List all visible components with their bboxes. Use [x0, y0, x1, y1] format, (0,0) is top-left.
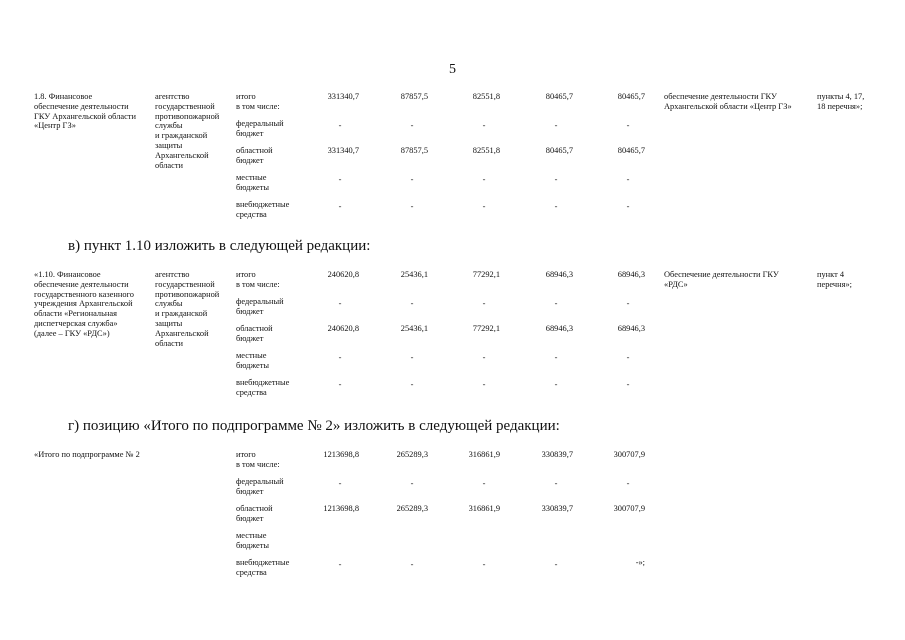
value-cell: 330839,7 [541, 450, 573, 459]
value-cell: - [626, 121, 630, 130]
value-cell: 265289,3 [396, 504, 428, 513]
value-cell: - [410, 560, 414, 569]
position-name: «Итого по подпрограмме № 2 [34, 450, 140, 459]
funding-source: федеральный бюджет [236, 119, 284, 138]
value-cell: 80465,7 [545, 92, 573, 101]
page-number: 5 [449, 62, 456, 77]
value-cell: - [554, 560, 558, 569]
value-cell: - [554, 353, 558, 362]
value-cell: - [338, 175, 342, 184]
value-cell: 68946,3 [545, 270, 573, 279]
value-cell: - [626, 380, 630, 389]
value-cell: - [338, 121, 342, 130]
value-cell: -»; [635, 558, 645, 567]
value-cell: - [338, 479, 342, 488]
expected-result: Обеспечение деятельности ГКУ «РДС» [664, 270, 779, 289]
value-cell: - [410, 202, 414, 211]
funding-source: местные бюджеты [236, 173, 270, 192]
value-cell: - [626, 479, 630, 488]
value-cell: 80465,7 [617, 146, 645, 155]
value-cell: - [482, 202, 486, 211]
value-cell: 77292,1 [472, 324, 500, 333]
value-cell: - [338, 380, 342, 389]
value-cell: 240620,8 [327, 324, 359, 333]
value-cell: - [554, 479, 558, 488]
value-cell: - [410, 299, 414, 308]
value-cell: - [482, 299, 486, 308]
value-cell: - [626, 202, 630, 211]
executor: агентство государственной противопожарной службы и гражданской защиты Архангельской области [155, 92, 220, 170]
value-cell: - [338, 202, 342, 211]
value-cell: 87857,5 [400, 146, 428, 155]
value-cell: - [338, 560, 342, 569]
value-cell: - [338, 299, 342, 308]
funding-source: областной бюджет [236, 504, 273, 523]
value-cell: - [482, 121, 486, 130]
value-cell: - [554, 202, 558, 211]
section-heading: в) пункт 1.10 изложить в следующей редакции: [68, 238, 371, 254]
value-cell: 316861,9 [468, 450, 500, 459]
value-cell: 331340,7 [327, 146, 359, 155]
value-cell: - [482, 175, 486, 184]
value-cell: 1213698,8 [323, 450, 359, 459]
value-cell: - [554, 121, 558, 130]
funding-source: местные бюджеты [236, 531, 270, 550]
funding-source: местные бюджеты [236, 351, 270, 370]
value-cell: 68946,3 [617, 324, 645, 333]
value-cell: - [410, 353, 414, 362]
funding-source: итого в том числе: [236, 92, 280, 111]
value-cell: - [626, 175, 630, 184]
value-cell: - [482, 380, 486, 389]
value-cell: 77292,1 [472, 270, 500, 279]
funding-source: федеральный бюджет [236, 477, 284, 496]
value-cell: 80465,7 [545, 146, 573, 155]
value-cell: 25436,1 [400, 324, 428, 333]
funding-source: внебюджетные средства [236, 378, 290, 397]
funding-source: итого в том числе: [236, 450, 280, 469]
value-cell: - [410, 121, 414, 130]
value-cell: 330839,7 [541, 504, 573, 513]
value-cell: - [554, 175, 558, 184]
value-cell: 87857,5 [400, 92, 428, 101]
value-cell: 240620,8 [327, 270, 359, 279]
value-cell: 331340,7 [327, 92, 359, 101]
value-cell: - [410, 479, 414, 488]
value-cell: - [410, 380, 414, 389]
value-cell: 300707,9 [613, 450, 645, 459]
executor: агентство государственной противопожарной службы и гражданской защиты Архангельской области [155, 270, 220, 348]
funding-source: итого в том числе: [236, 270, 280, 289]
value-cell: - [410, 175, 414, 184]
list-reference: пункт 4 перечня»; [817, 270, 852, 289]
list-reference: пункты 4, 17, 18 перечня»; [817, 92, 865, 111]
funding-source: областной бюджет [236, 324, 273, 343]
value-cell: - [482, 560, 486, 569]
funding-source: федеральный бюджет [236, 297, 284, 316]
value-cell: 82551,8 [472, 92, 500, 101]
value-cell: - [626, 299, 630, 308]
value-cell: 300707,9 [613, 504, 645, 513]
value-cell: - [626, 353, 630, 362]
value-cell: - [482, 353, 486, 362]
funding-source: внебюджетные средства [236, 200, 290, 219]
value-cell: 68946,3 [545, 324, 573, 333]
value-cell: 1213698,8 [323, 504, 359, 513]
position-name: «1.10. Финансовое обеспечение деятельности государственного казенного учреждения Архангельской области «Региональная диспетчерская служба» (далее – ГКУ «РДС») [34, 270, 134, 338]
funding-source: внебюджетные средства [236, 558, 290, 577]
value-cell: - [338, 353, 342, 362]
value-cell: - [482, 479, 486, 488]
section-heading: г) позицию «Итого по подпрограмме № 2» изложить в следующей редакции: [68, 418, 560, 434]
value-cell: 80465,7 [617, 92, 645, 101]
value-cell: - [554, 299, 558, 308]
value-cell: 82551,8 [472, 146, 500, 155]
position-name: 1.8. Финансовое обеспечение деятельности ГКУ Архангельской области «Центр ГЗ» [34, 92, 136, 131]
value-cell: 68946,3 [617, 270, 645, 279]
funding-source: областной бюджет [236, 146, 273, 165]
expected-result: обеспечение деятельности ГКУ Архангельской области «Центр ГЗ» [664, 92, 792, 111]
value-cell: 265289,3 [396, 450, 428, 459]
value-cell: 316861,9 [468, 504, 500, 513]
value-cell: - [554, 380, 558, 389]
value-cell: 25436,1 [400, 270, 428, 279]
